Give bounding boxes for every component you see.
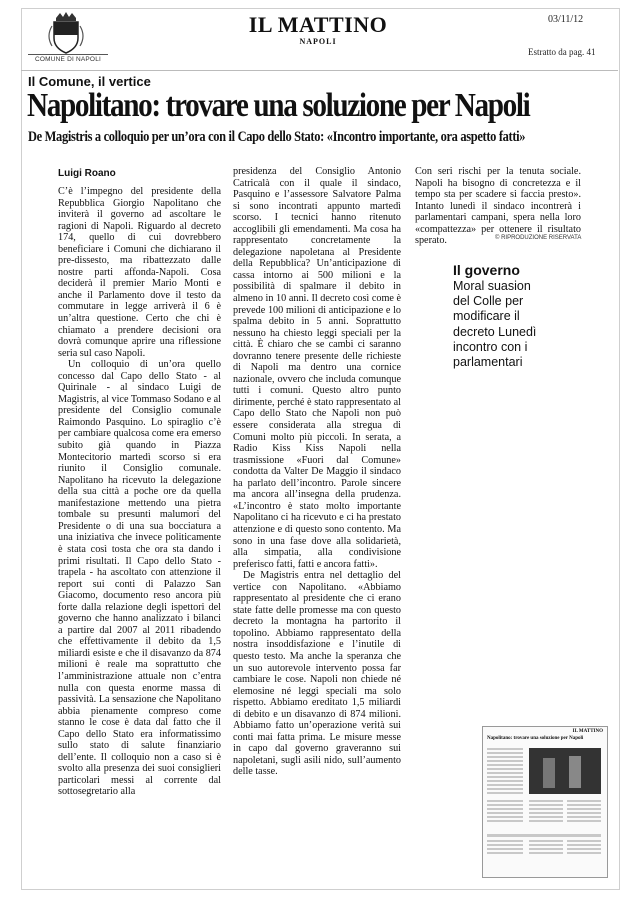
rights-notice: © RIPRODUZIONE RISERVATA bbox=[495, 235, 582, 241]
sidebar-title: Il governo bbox=[453, 262, 520, 278]
byline: Luigi Roano bbox=[58, 168, 116, 179]
kicker: Il Comune, il vertice bbox=[28, 74, 151, 89]
crest-icon bbox=[44, 10, 88, 56]
date: 03/11/12 bbox=[548, 14, 584, 25]
newspaper-name: IL MATTINO bbox=[248, 12, 388, 37]
paragraph: C’è l’impegno del presidente della Repubblica Giorgio Napolitano che inviterà il governo ad ascoltare le ragioni di Napoli. Riguardo al decreto 174, quello di cui dovrebbero beneficiare i Comuni che dichiarano il pre-dissesto, ma ribattezzato dalle nostre parti affonda-Napoli. Cosa deciderà il premier Mario Monti e anche il Parlamento dove il testo da commutare in legge arriverà il 6 è un’altra questione. Certo che chi è chiamato a prendere decisioni ora dovrà comunque aprire una riflessione seria sul caso Napoli. bbox=[58, 186, 221, 359]
thumbnail-masthead: IL MATTINO bbox=[572, 729, 603, 734]
article-column-1 bbox=[58, 186, 221, 798]
sidebar-text: Moral suasion del Colle per modificare il decreto Lunedì incontro con i parlamentari bbox=[453, 279, 537, 370]
thumbnail-headline: Napolitano: trovare una soluzione per Napoli bbox=[487, 736, 584, 741]
paragraph: presidenza del Consiglio Antonio Catricalà con il quale il sindaco, Pasquino e l’assessore Salvatore Palma si sono incontrati appunto martedì scorso. I tecnici hanno ritenuto accoglibili gli emendamenti. Ma cosa ha rappresentato concretamente la delegazione napoletana al Presidente della Repubblica? Un’anticipazione di cassa intorno ai 500 milioni e la possibilità di spalmare il debito in almeno in 10 anni. Il decreto così come è prevede 100 milioni di anticipazione e lo spalma debito in 5 anni. Soprattutto nessuno ha chiesto leggi speciali per la città. È chiaro che se cambi ci saranno dovranno tenere presente delle richieste di Napoli ma dentro una cornice nazionale, ovvero che includa comunque tutti i comuni. Questo altro punto dirimente, perché è stato rappresentato al Capo dello Stato che Napoli non può essere considerata alla stregua di Comuni molto più piccoli. In serata, a Radio Kiss Kiss Napoli nella trasmissione «Fuori dal Comune» condotta da Valter De Maggio il sindaco ha parlato dell’incontro. Parole sincere ma ancora all’insegna della prudenza. «L’incontro è stato molto importante Napolitano ci ha ricevuto e ci ha prestato attenzione e di questo sono contento. Ma sono in una fase dove alla solidarietà, alla simpatia, alla condivisione preferisco fatti, fatti e ancora fatti». bbox=[233, 166, 401, 570]
headline: Napolitano: trovare una soluzione per Napoli bbox=[27, 87, 530, 124]
comune-label: COMUNE DI NAPOLI bbox=[28, 54, 108, 63]
newspaper-masthead bbox=[238, 14, 398, 46]
header-rule bbox=[21, 70, 618, 71]
paragraph: De Magistris entra nel dettaglio del vertice con Napolitano. «Abbiamo rappresentato al presidente che ci erano state fatte delle promesse ma con questo decreto la montagna ha partorito il topolino. Abbiamo rappresentato della nostra insoddisfazione e l’inutile di questo testo. Ma anche la speranza che un suo autorevole intervento possa far cambiare le cose. Napoli non chiede né elemosine né leggi speciali ma solo rispetto. Abbiamo ereditato 1,5 miliardi di debito e un disavanzo di 874 milioni. Abbiamo fatto un’operazione verità sui conti mai fatta prima. Le misure messe in capo dal governo graveranno sui napoletani, sugli asili nido, sull’aumento delle tasse. bbox=[233, 570, 401, 778]
page-thumbnail bbox=[482, 726, 608, 878]
thumbnail-layout bbox=[483, 744, 607, 874]
comune-crest bbox=[44, 10, 88, 56]
article-column-2 bbox=[233, 166, 401, 778]
extract-page: Estratto da pag. 41 bbox=[528, 47, 596, 57]
paragraph: Un colloquio di un’ora quello concesso dal Capo dello Stato - al Quirinale - al sindaco Luigi de Magistris, al vice Tommaso Sodano e al presidente del Consiglio comunale Raimondo Pasquino. Lo spiraglio c’è per cambiare qualcosa come era emerso subito già quando in Piazza Montecitorio martedì scorso si era riunito il Consiglio comunale. Napolitano ha ricevuto la delegazione della sua città a poche ore da quella manifestazione mettendo una pietra tombale su presunti malumori del Presidente o di una sua bocciatura a una iniziativa che invece politicamente è stata così tosta che ora sta dando i primi risultati. Il Capo dello Stato - trapela - ha ascoltato con attenzione il report sui conti di Palazzo San Giacomo, documento reso ancora più forte dalla relazione degli ispettori del governo che hanno analizzato i bilanci a partire dal 2007 al 2011 ribadendo che effettivamente il debito da 1,5 miliardi esiste e che il disavanzo da 874 milioni è reale ma soprattutto che l’amministrazione attuale non c’entra nulla con questa enorme massa di passività. La sensazione che Napolitano abbia pienamente compreso come stanno le cose è data dal fatto che il Capo dello Stato era informatissimo sullo stato di salute finanziario dell’ente. Il colloquio non a caso si è svolto alla presenza dei suoi consiglieri particolari messi al corrente dal sottosegretario alla bbox=[58, 359, 221, 798]
paragraph: Con seri rischi per la tenuta sociale. Napoli ha bisogno di concretezza e il tempo sta per scadere si faccia presto». Intanto lunedì il sindaco incontrerà i parlamentari campani, spera nella loro «compattezza» per ottenere il risultato sperato. bbox=[415, 166, 581, 247]
newspaper-city: NAPOLI bbox=[299, 37, 337, 46]
subheadline: De Magistris a colloquio per un’ora con il Capo dello Stato: «Incontro importante, ora aspetto fatti» bbox=[28, 129, 526, 145]
